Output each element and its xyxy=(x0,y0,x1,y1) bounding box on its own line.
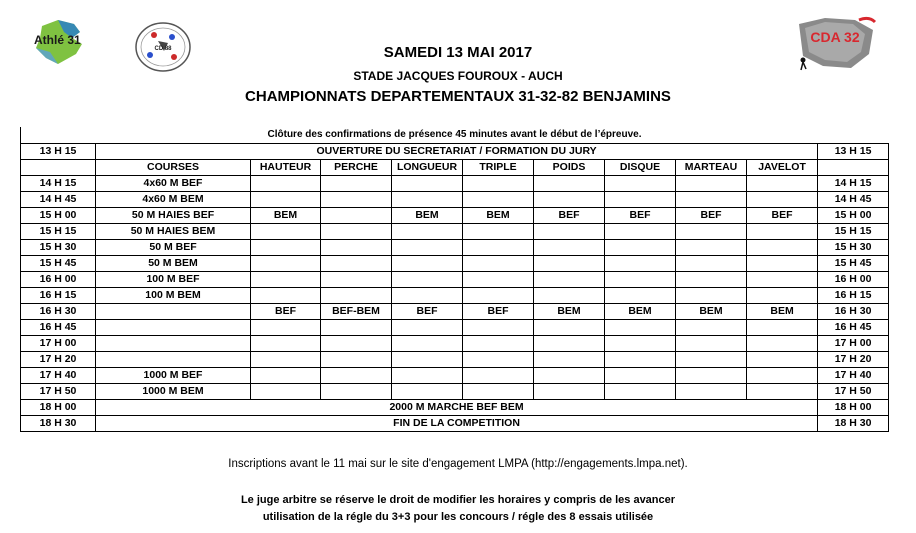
time-cell: 16 H 30 xyxy=(21,304,96,320)
registration-note: Inscriptions avant le 11 mai sur le site d'engagement LMPA (http://engagements.lmpa.net). xyxy=(228,458,688,470)
event-cell xyxy=(747,320,818,336)
event-cell xyxy=(605,272,676,288)
table-row xyxy=(21,272,889,288)
event-cell xyxy=(747,256,818,272)
table-row xyxy=(21,192,889,208)
time-cell: 18 H 00 xyxy=(21,400,96,416)
event-cell xyxy=(463,256,534,272)
course-cell: 1000 M BEF xyxy=(96,368,251,384)
time-cell: 14 H 15 xyxy=(21,176,96,192)
time-cell: 16 H 00 xyxy=(21,272,96,288)
column-header: TRIPLE xyxy=(463,160,534,176)
event-cell xyxy=(534,288,605,304)
event-cell xyxy=(534,352,605,368)
time-cell: 15 H 45 xyxy=(818,256,889,272)
column-header: MARTEAU xyxy=(676,160,747,176)
event-venue: STADE JACQUES FOUROUX - AUCH xyxy=(353,69,563,83)
time-cell: 17 H 50 xyxy=(21,384,96,400)
time-cell: 14 H 45 xyxy=(818,192,889,208)
event-cell xyxy=(321,192,392,208)
table-row xyxy=(21,144,889,160)
column-header: HAUTEUR xyxy=(251,160,321,176)
schedule-grid xyxy=(20,143,889,432)
event-cell: BEM xyxy=(251,208,321,224)
table-row xyxy=(21,176,889,192)
time-cell: 17 H 20 xyxy=(818,352,889,368)
event-cell xyxy=(747,224,818,240)
time-cell: 17 H 00 xyxy=(818,336,889,352)
event-cell xyxy=(463,320,534,336)
svg-text:CDA 32: CDA 32 xyxy=(810,29,860,45)
event-cell xyxy=(534,192,605,208)
event-cell xyxy=(392,288,463,304)
event-cell xyxy=(534,384,605,400)
table-row xyxy=(21,416,889,432)
event-cell xyxy=(463,176,534,192)
course-cell: 1000 M BEM xyxy=(96,384,251,400)
course-cell: 4x60 M BEM xyxy=(96,192,251,208)
event-title: CHAMPIONNATS DEPARTEMENTAUX 31-32-82 BENJAMINS xyxy=(245,88,671,105)
event-cell xyxy=(321,352,392,368)
event-cell: BEF xyxy=(605,208,676,224)
event-cell xyxy=(251,192,321,208)
course-cell: 4x60 M BEF xyxy=(96,176,251,192)
course-cell xyxy=(96,320,251,336)
course-cell xyxy=(96,352,251,368)
event-cell xyxy=(747,176,818,192)
event-cell xyxy=(605,320,676,336)
time-cell: 13 H 15 xyxy=(818,144,889,160)
event-cell xyxy=(463,192,534,208)
event-cell xyxy=(676,256,747,272)
event-cell xyxy=(392,368,463,384)
time-cell: 15 H 30 xyxy=(21,240,96,256)
event-cell xyxy=(676,272,747,288)
event-cell xyxy=(747,288,818,304)
event-cell xyxy=(605,352,676,368)
event-cell: BEM xyxy=(463,208,534,224)
course-cell: 50 M BEF xyxy=(96,240,251,256)
event-cell xyxy=(392,320,463,336)
event-cell: BEF xyxy=(463,304,534,320)
event-cell xyxy=(676,384,747,400)
table-row xyxy=(21,256,889,272)
time-cell: 16 H 45 xyxy=(818,320,889,336)
column-header: COURSES xyxy=(96,160,251,176)
event-cell xyxy=(676,192,747,208)
event-cell xyxy=(534,368,605,384)
time-cell: 16 H 30 xyxy=(818,304,889,320)
time-cell: 15 H 45 xyxy=(21,256,96,272)
time-cell: 15 H 15 xyxy=(818,224,889,240)
event-cell xyxy=(463,224,534,240)
event-cell xyxy=(251,256,321,272)
table-row xyxy=(21,240,889,256)
event-cell xyxy=(321,208,392,224)
confirmation-note: Clôture des confirmations de présence 45 minutes avant le début de l’épreuve. xyxy=(20,127,888,143)
event-cell xyxy=(534,320,605,336)
time-cell: 17 H 40 xyxy=(818,368,889,384)
event-cell xyxy=(463,272,534,288)
event-cell xyxy=(321,336,392,352)
event-cell: BEF xyxy=(747,208,818,224)
event-cell xyxy=(747,240,818,256)
time-cell: 16 H 15 xyxy=(21,288,96,304)
time-cell: 14 H 15 xyxy=(818,176,889,192)
merged-event-cell: 2000 M MARCHE BEF BEM xyxy=(96,400,818,416)
event-cell xyxy=(534,240,605,256)
column-header: POIDS xyxy=(534,160,605,176)
table-row xyxy=(21,304,889,320)
event-cell xyxy=(251,368,321,384)
event-cell xyxy=(463,384,534,400)
event-cell xyxy=(463,352,534,368)
schedule-table xyxy=(20,127,888,432)
event-cell xyxy=(534,176,605,192)
time-cell: 14 H 45 xyxy=(21,192,96,208)
event-cell xyxy=(251,272,321,288)
event-cell xyxy=(747,272,818,288)
event-cell xyxy=(321,240,392,256)
event-cell xyxy=(676,176,747,192)
event-cell xyxy=(676,320,747,336)
event-cell xyxy=(251,224,321,240)
event-cell xyxy=(251,352,321,368)
event-cell xyxy=(676,224,747,240)
event-cell xyxy=(392,240,463,256)
event-cell xyxy=(392,176,463,192)
event-cell xyxy=(321,288,392,304)
opening-cell: OUVERTURE DU SECRETARIAT / FORMATION DU JURY xyxy=(96,144,818,160)
event-cell: BEM xyxy=(676,304,747,320)
event-cell xyxy=(605,240,676,256)
event-cell xyxy=(463,288,534,304)
time-cell: 17 H 00 xyxy=(21,336,96,352)
event-cell xyxy=(676,352,747,368)
table-row xyxy=(21,320,889,336)
course-cell: 50 M BEM xyxy=(96,256,251,272)
time-cell: 16 H 15 xyxy=(818,288,889,304)
event-cell xyxy=(321,224,392,240)
event-cell xyxy=(605,336,676,352)
event-cell xyxy=(605,256,676,272)
time-cell: 13 H 15 xyxy=(21,144,96,160)
time-cell: 17 H 40 xyxy=(21,368,96,384)
table-row xyxy=(21,336,889,352)
event-cell xyxy=(534,224,605,240)
event-cell xyxy=(676,240,747,256)
event-cell xyxy=(392,336,463,352)
event-cell: BEF xyxy=(676,208,747,224)
event-cell xyxy=(676,288,747,304)
time-cell: 18 H 30 xyxy=(818,416,889,432)
event-cell xyxy=(392,192,463,208)
svg-text:Athlé 31: Athlé 31 xyxy=(34,33,81,47)
event-cell xyxy=(392,384,463,400)
event-date: SAMEDI 13 MAI 2017 xyxy=(383,44,533,61)
course-cell: 50 M HAIES BEM xyxy=(96,224,251,240)
blank-header-cell xyxy=(21,160,96,176)
column-header: LONGUEUR xyxy=(392,160,463,176)
time-cell: 15 H 00 xyxy=(818,208,889,224)
course-cell: 100 M BEM xyxy=(96,288,251,304)
time-cell: 18 H 30 xyxy=(21,416,96,432)
time-cell: 15 H 00 xyxy=(21,208,96,224)
event-cell xyxy=(321,272,392,288)
column-header-row xyxy=(21,160,889,176)
course-cell: 100 M BEF xyxy=(96,272,251,288)
svg-text:CD 88: CD 88 xyxy=(154,46,172,52)
time-cell: 18 H 00 xyxy=(818,400,889,416)
event-cell xyxy=(392,352,463,368)
blank-header-cell xyxy=(818,160,889,176)
event-cell: BEM xyxy=(392,208,463,224)
event-cell xyxy=(605,176,676,192)
event-cell xyxy=(605,192,676,208)
course-cell xyxy=(96,336,251,352)
event-cell xyxy=(676,368,747,384)
event-cell xyxy=(463,336,534,352)
event-cell xyxy=(463,240,534,256)
course-cell: 50 M HAIES BEF xyxy=(96,208,251,224)
course-cell xyxy=(96,304,251,320)
event-cell xyxy=(392,224,463,240)
event-cell: BEM xyxy=(747,304,818,320)
event-cell xyxy=(251,288,321,304)
event-cell xyxy=(534,272,605,288)
table-row xyxy=(21,368,889,384)
event-cell xyxy=(605,288,676,304)
event-cell: BEM xyxy=(534,304,605,320)
event-cell xyxy=(321,176,392,192)
column-header: JAVELOT xyxy=(747,160,818,176)
table-row xyxy=(21,288,889,304)
event-cell xyxy=(747,368,818,384)
event-cell xyxy=(251,240,321,256)
table-row xyxy=(21,384,889,400)
event-cell: BEF-BEM xyxy=(321,304,392,320)
event-cell xyxy=(605,224,676,240)
event-cell xyxy=(392,256,463,272)
event-cell xyxy=(251,336,321,352)
disclaimer-line-2: utilisation de la régle du 3+3 pour les concours / régle des 8 essais utilisée xyxy=(262,511,654,523)
event-cell xyxy=(747,192,818,208)
event-cell: BEM xyxy=(605,304,676,320)
event-cell: BEF xyxy=(251,304,321,320)
table-row xyxy=(21,352,889,368)
event-cell xyxy=(747,336,818,352)
event-cell xyxy=(321,320,392,336)
event-cell xyxy=(251,384,321,400)
event-cell: BEF xyxy=(534,208,605,224)
event-cell xyxy=(392,272,463,288)
event-cell xyxy=(321,384,392,400)
event-cell: BEF xyxy=(392,304,463,320)
event-cell xyxy=(534,256,605,272)
event-cell xyxy=(321,368,392,384)
cda-32-logo xyxy=(795,14,877,72)
column-header: DISQUE xyxy=(605,160,676,176)
time-cell: 16 H 45 xyxy=(21,320,96,336)
event-cell xyxy=(251,320,321,336)
event-cell xyxy=(605,368,676,384)
merged-event-cell: FIN DE LA COMPETITION xyxy=(96,416,818,432)
time-cell: 17 H 20 xyxy=(21,352,96,368)
event-cell xyxy=(747,384,818,400)
event-cell xyxy=(747,352,818,368)
table-row xyxy=(21,400,889,416)
event-cell xyxy=(605,384,676,400)
time-cell: 17 H 50 xyxy=(818,384,889,400)
time-cell: 16 H 00 xyxy=(818,272,889,288)
event-cell xyxy=(534,336,605,352)
event-cell xyxy=(321,256,392,272)
table-row xyxy=(21,208,889,224)
event-cell xyxy=(463,368,534,384)
disclaimer-line-1: Le juge arbitre se réserve le droit de modifier les horaires y compris de les avancer xyxy=(240,494,676,506)
event-cell xyxy=(676,336,747,352)
time-cell: 15 H 15 xyxy=(21,224,96,240)
column-header: PERCHE xyxy=(321,160,392,176)
event-cell xyxy=(251,176,321,192)
table-row xyxy=(21,224,889,240)
time-cell: 15 H 30 xyxy=(818,240,889,256)
